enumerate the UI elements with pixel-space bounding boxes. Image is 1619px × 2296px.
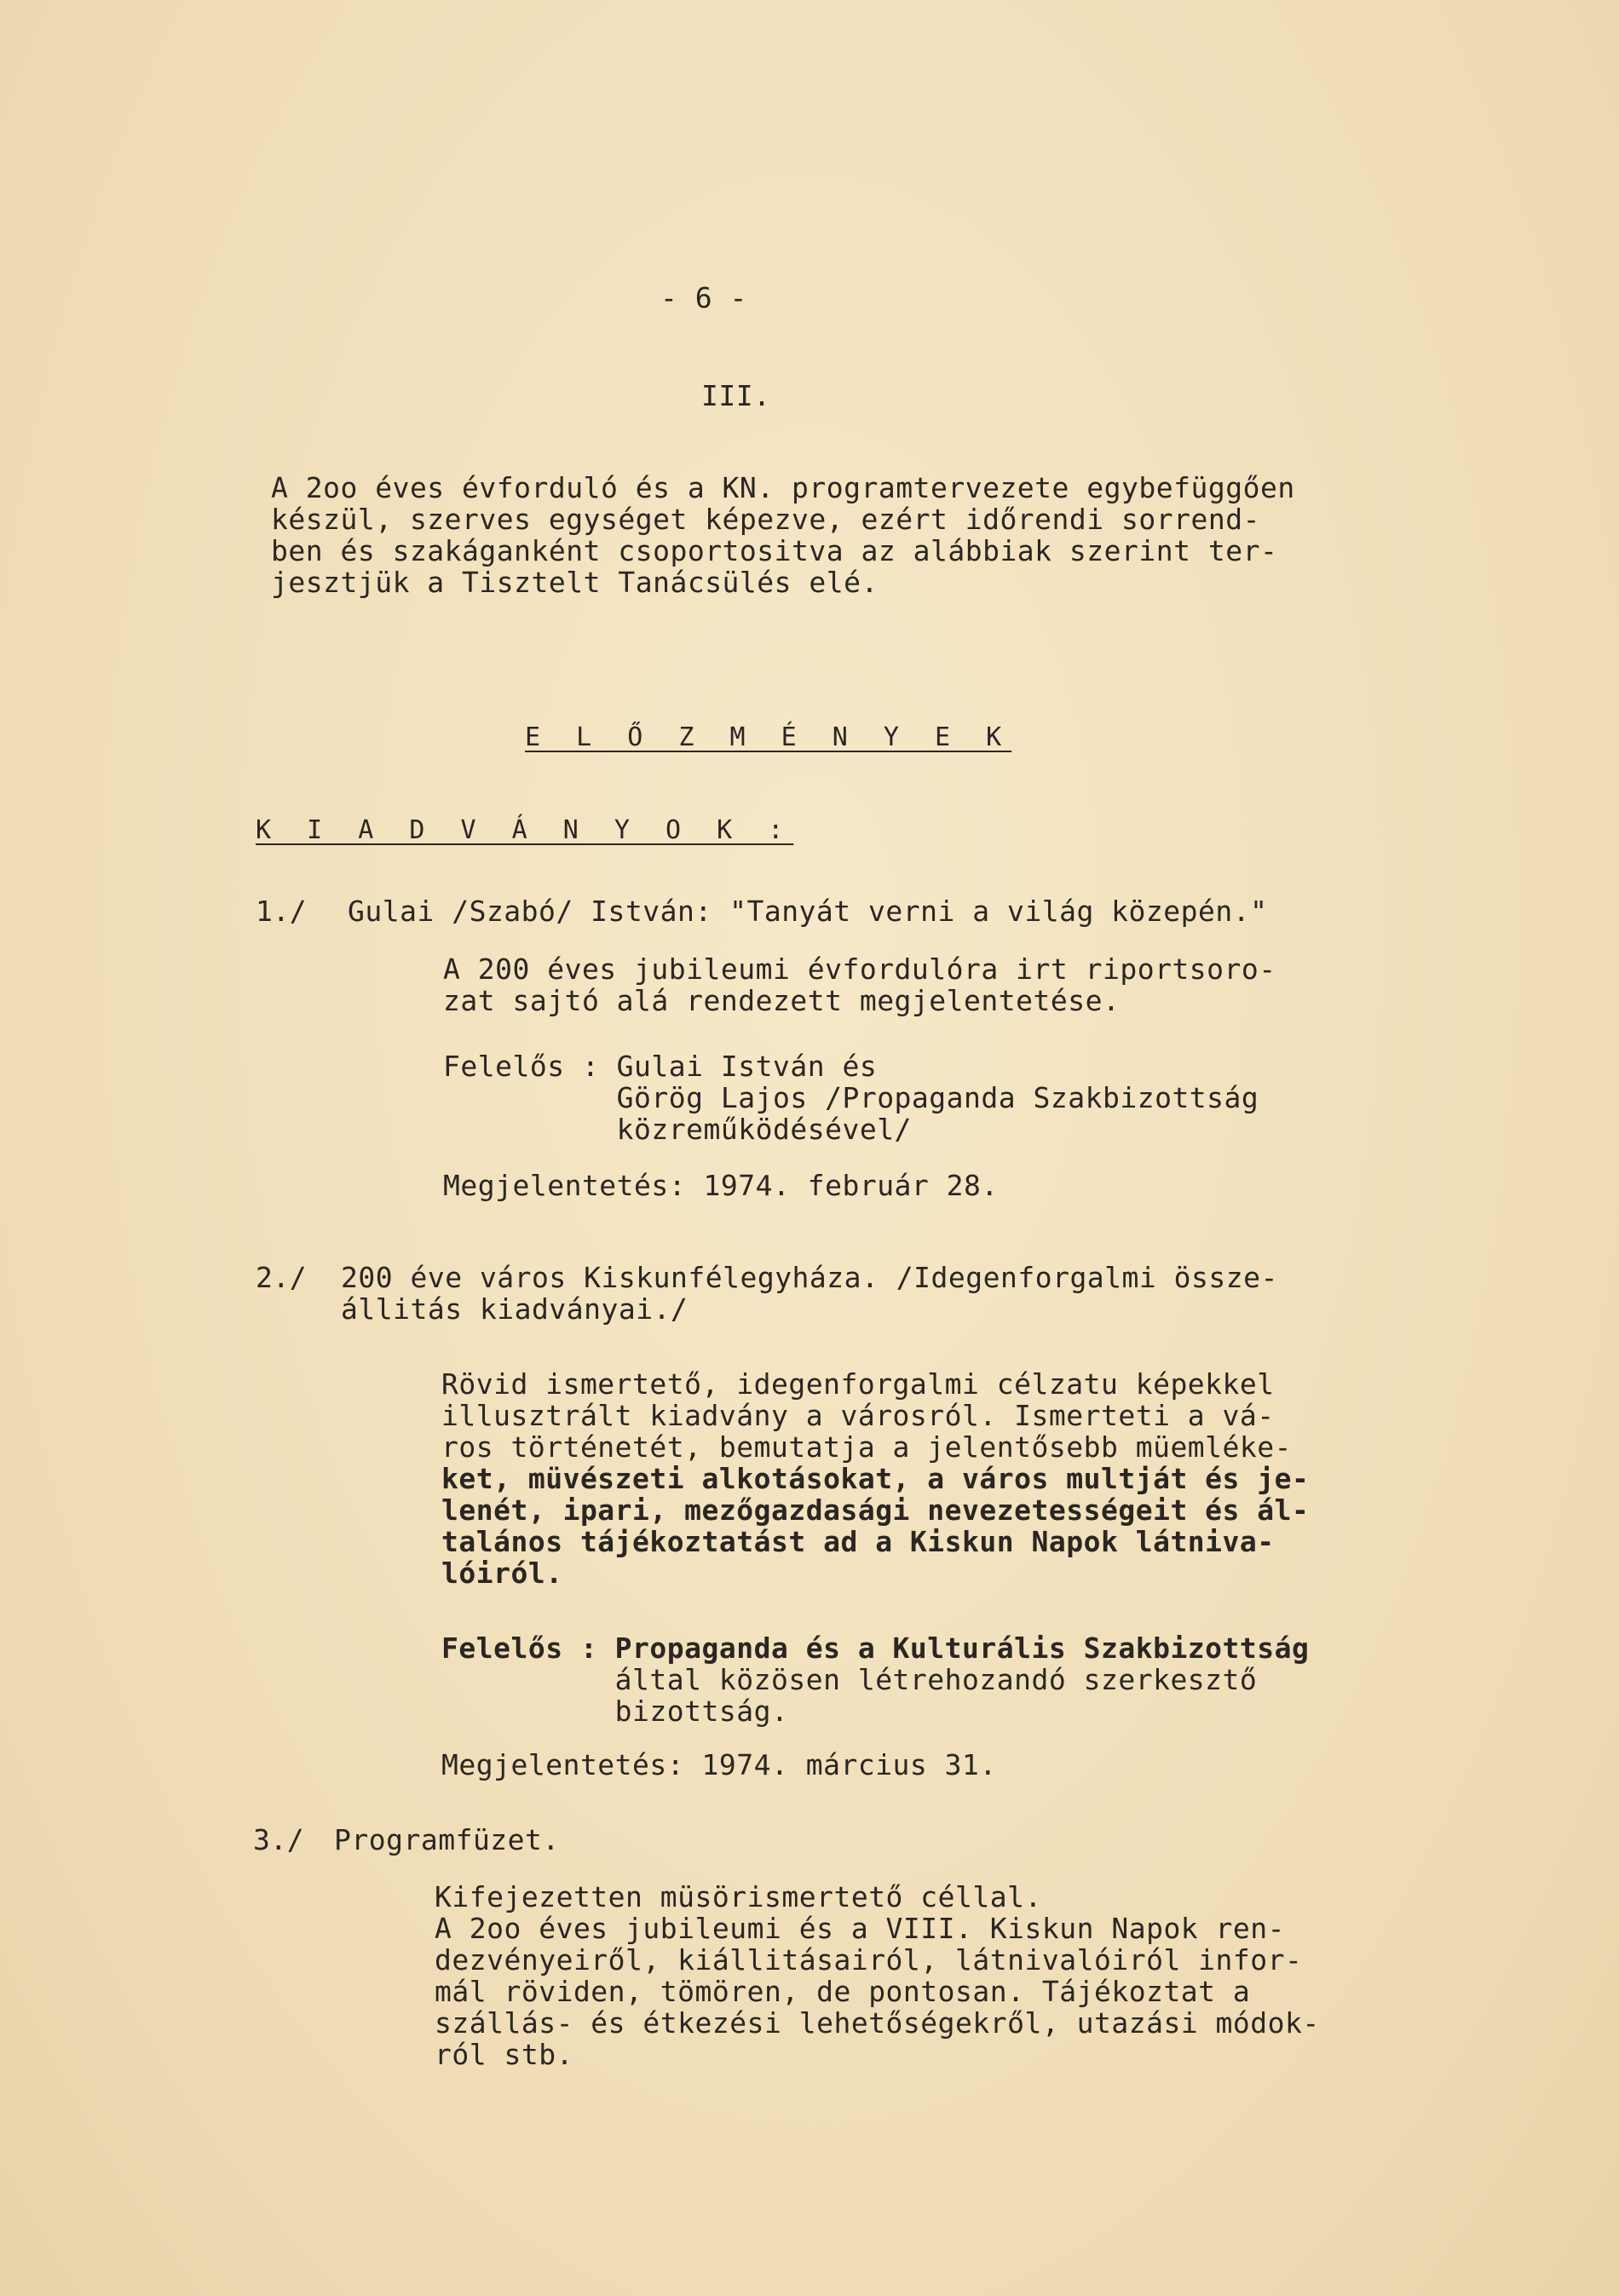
responsible-line: Felelős : Propaganda és a Kulturális Szakbizottság — [441, 1631, 1310, 1665]
item-line: állitás kiadványai./ — [341, 1292, 689, 1326]
item-title: 200 éve város Kiskunfélegyháza. /Idegenforgalmi össze- — [341, 1261, 1278, 1294]
item-title: Gulai /Szabó/ István: "Tanyát verni a világ közepén." — [348, 895, 1268, 928]
page-number: - 6 - — [660, 281, 747, 314]
description-line: szállás- és étkezési lehetőségekről, utazási módok- — [435, 2006, 1320, 2040]
description-line: lenét, ipari, mezőgazdasági nevezetességeit és ál- — [441, 1493, 1310, 1527]
chapter-number: III. — [701, 379, 771, 412]
item-line: A 200 éves jubileumi évfordulóra irt riportsoro- — [443, 952, 1276, 986]
item-line: zat sajtó alá rendezett megjelentetése. — [443, 984, 1121, 1017]
responsible-line: által közösen létrehozandó szerkesztő — [441, 1663, 1258, 1696]
description-line: ket, müvészeti alkotásokat, a város multját és je- — [441, 1462, 1310, 1495]
description-line: ról stb. — [435, 2038, 573, 2071]
responsible-line: Felelős : Gulai István és — [443, 1050, 878, 1083]
description-line: A 2oo éves jubileumi és a VIII. Kiskun Napok ren- — [435, 1912, 1286, 1945]
intro-line: A 2oo éves évforduló és a KN. programtervezete egybefüggően — [271, 471, 1295, 504]
description-line: lóiról. — [441, 1557, 563, 1590]
intro-line: ben és szakáganként csoportositva az alábbiak szerint ter- — [271, 534, 1278, 567]
description-line: talános tájékoztatást ad a Kiskun Napok látniva- — [441, 1525, 1275, 1558]
intro-line: jesztjük a Tisztelt Tanácsülés elé. — [271, 566, 879, 599]
responsible-line: Görög Lajos /Propaganda Szakbizottság — [443, 1081, 1259, 1114]
section-title: E L Ő Z M É N Y E K — [525, 722, 1012, 752]
description-line: Kifejezetten müsörismertető céllal. — [435, 1880, 1042, 1913]
description-line: illusztrált kiadvány a városról. Ismerteti a vá- — [441, 1399, 1275, 1432]
item-number: 3./ — [253, 1823, 304, 1856]
publication-date: Megjelentetés: 1974. március 31. — [441, 1748, 997, 1781]
responsible-line: bizottság. — [441, 1695, 789, 1728]
item-number: 1./ — [256, 895, 307, 928]
description-line: mál röviden, tömören, de pontosan. Tájékoztat a — [435, 1975, 1251, 2008]
publication-date: Megjelentetés: 1974. február 28. — [443, 1169, 999, 1202]
item-title: Programfüzet. — [334, 1823, 560, 1856]
subsection-title: K I A D V Á N Y O K : — [256, 815, 794, 845]
description-line: ros történetét, bemutatja a jelentősebb müemléke- — [441, 1430, 1293, 1464]
description-line: dezvényeiről, kiállitásairól, látnivalóiról infor- — [435, 1943, 1303, 1977]
item-number: 2./ — [256, 1261, 307, 1294]
description-line: Rövid ismertető, idegenforgalmi célzatu képekkel — [441, 1367, 1275, 1401]
intro-line: készül, szerves egységet képezve, ezért időrendi sorrend- — [271, 503, 1260, 536]
responsible-line: közreműködésével/ — [443, 1113, 912, 1146]
